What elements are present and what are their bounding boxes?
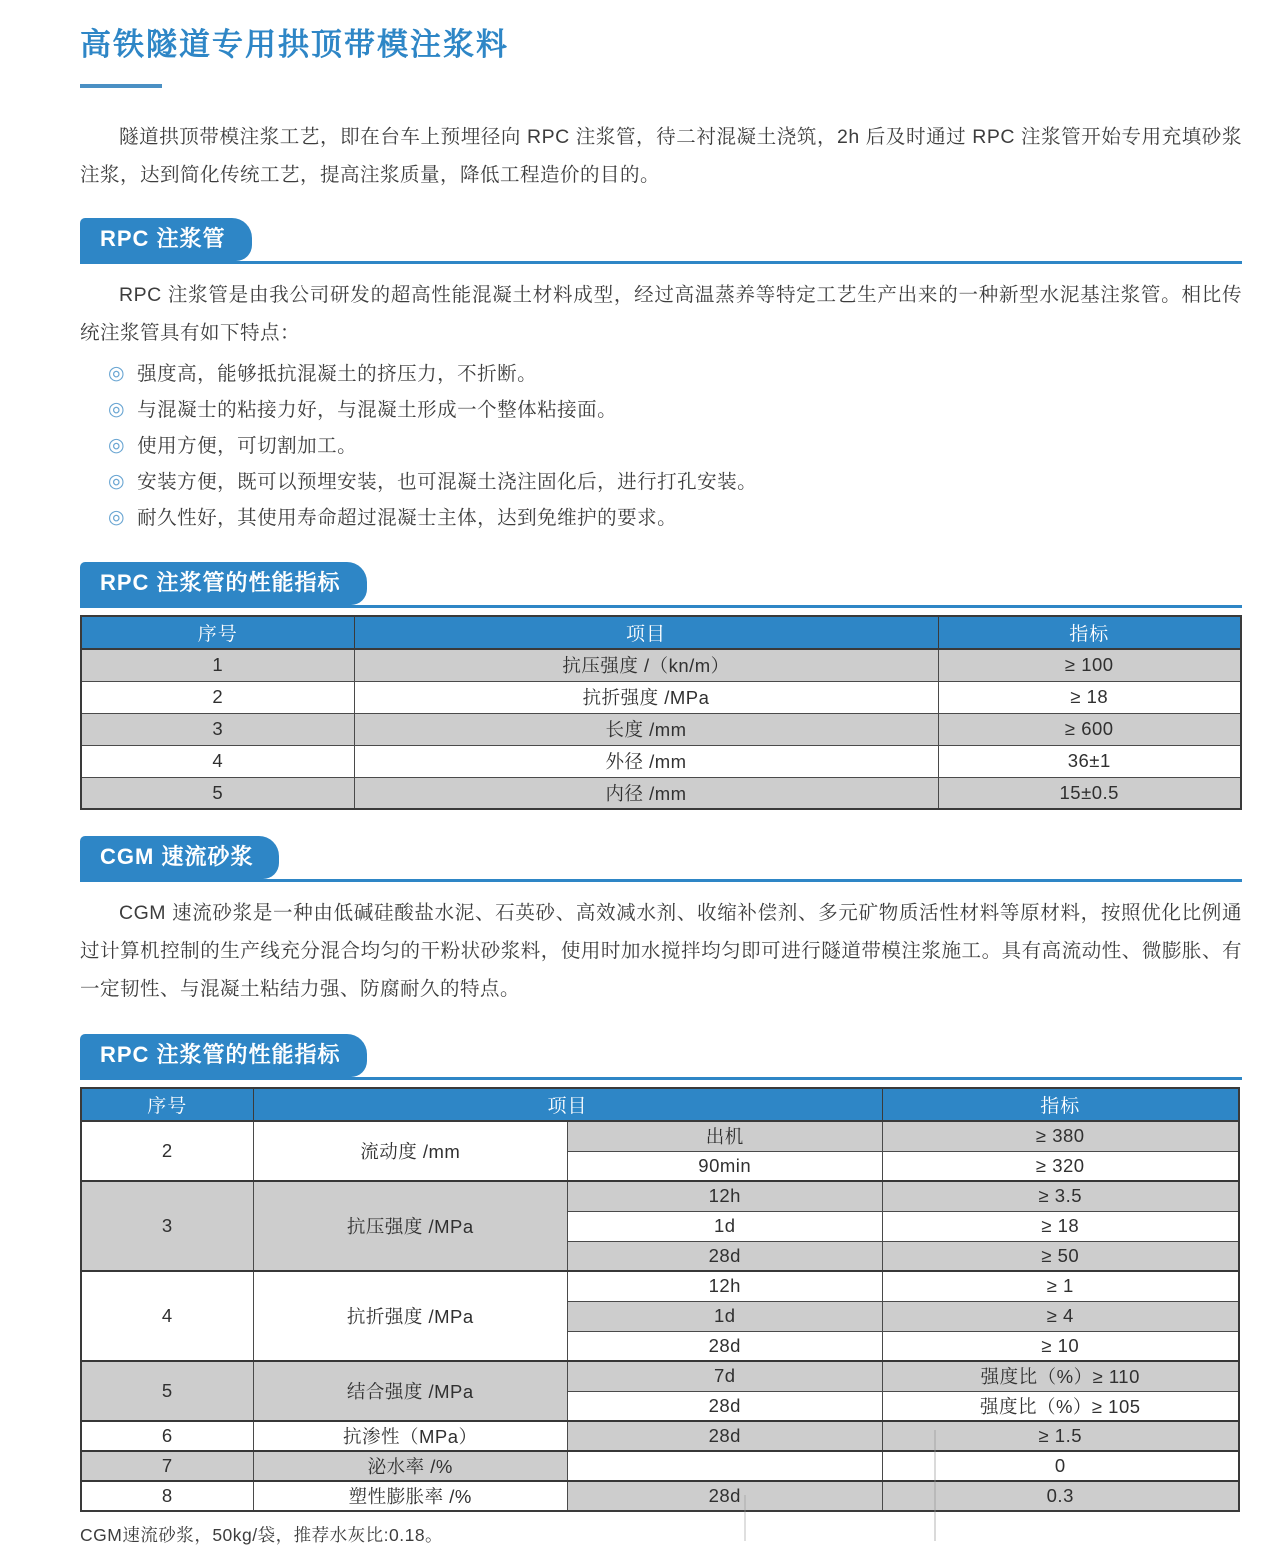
table-row	[81, 745, 1241, 777]
cell-condition	[568, 1451, 883, 1481]
cell-no: 5	[81, 1361, 253, 1421]
cell-value: ≥ 18	[882, 1211, 1239, 1241]
cell-condition: 7d	[568, 1361, 883, 1391]
cell-no: 2	[81, 1121, 253, 1181]
section-tab-cgm-performance: RPC 注浆管的性能指标	[80, 1034, 367, 1077]
double-circle-bullet-icon: ◎	[108, 363, 126, 384]
cell-condition: 12h	[568, 1181, 883, 1211]
scan-artifact-line	[934, 1430, 936, 1541]
table-row	[81, 713, 1241, 745]
list-item-text: 使用方便，可切割加工。	[137, 435, 358, 457]
column-header-no: 序号	[81, 616, 354, 649]
list-item	[80, 500, 1242, 536]
cell-value: ≥ 18	[938, 681, 1241, 713]
table-row	[81, 1481, 1239, 1511]
column-header-index: 指标	[882, 1088, 1239, 1121]
section-header-rpc-performance	[80, 562, 1242, 608]
cell-value: 0	[882, 1451, 1239, 1481]
cell-item: 抗压强度 /MPa	[253, 1181, 568, 1271]
cell-no: 4	[81, 1271, 253, 1361]
title-underline	[80, 84, 162, 88]
cell-value: ≥ 50	[882, 1241, 1239, 1271]
page-title: 高铁隧道专用拱顶带模注浆料	[80, 27, 509, 62]
intro-paragraph: 隧道拱顶带模注浆工艺，即在台车上预埋径向 RPC 注浆管，待二衬混凝土浇筑，2h 后及时通过 RPC 注浆管开始专用充填砂浆注浆，达到简化传统工艺，提高注浆质量，降低工程造价的目的。	[80, 126, 1242, 186]
section-tab-cgm: CGM 速流砂浆	[80, 836, 279, 879]
table-row	[81, 1451, 1239, 1481]
cell-condition: 28d	[568, 1421, 883, 1451]
column-header-item: 项目	[253, 1088, 882, 1121]
table-row	[81, 649, 1241, 681]
cell-value: ≥ 1	[882, 1271, 1239, 1301]
cell-no: 2	[81, 681, 354, 713]
cell-item: 抗折强度 /MPa	[354, 681, 938, 713]
table-row	[81, 1361, 1239, 1391]
cell-condition: 28d	[568, 1481, 883, 1511]
cell-value: ≥ 3.5	[882, 1181, 1239, 1211]
rpc-pipe-paragraph: RPC 注浆管是由我公司研发的超高性能混凝土材料成型，经过高温蒸养等特定工艺生产出来的一种新型水泥基注浆管。相比传统注浆管具有如下特点：	[80, 284, 1242, 344]
cell-condition: 28d	[568, 1331, 883, 1361]
cell-item: 抗压强度 /（kn/m）	[354, 649, 938, 681]
cell-item: 泌水率 /%	[253, 1451, 568, 1481]
rpc-performance-table	[80, 615, 1242, 810]
cell-no: 1	[81, 649, 354, 681]
cell-condition: 90min	[568, 1151, 883, 1181]
list-item-text: 与混凝士的粘接力好，与混凝土形成一个整体粘接面。	[137, 399, 618, 421]
cell-value: 强度比（%）≥ 105	[882, 1391, 1239, 1421]
cell-item: 结合强度 /MPa	[253, 1361, 568, 1421]
list-item-text: 耐久性好，其使用寿命超过混凝士主体，达到免维护的要求。	[137, 507, 678, 529]
list-item-text: 强度高，能够抵抗混凝土的挤压力，不折断。	[137, 363, 538, 385]
cell-value: ≥ 100	[938, 649, 1241, 681]
cell-value: ≥ 380	[882, 1121, 1239, 1151]
cgm-performance-table	[80, 1087, 1240, 1512]
cell-item: 流动度 /mm	[253, 1121, 568, 1181]
cell-value: ≥ 10	[882, 1331, 1239, 1361]
section-tab-rpc-pipe: RPC 注浆管	[80, 218, 252, 261]
cell-condition: 28d	[568, 1241, 883, 1271]
table-row	[81, 1181, 1239, 1211]
cell-item: 外径 /mm	[354, 745, 938, 777]
column-header-index: 指标	[938, 616, 1241, 649]
cell-value: 15±0.5	[938, 777, 1241, 809]
cell-item: 塑性膨胀率 /%	[253, 1481, 568, 1511]
table-row	[81, 681, 1241, 713]
list-item	[80, 392, 1242, 428]
section-tab-rpc-performance: RPC 注浆管的性能指标	[80, 562, 367, 605]
column-header-no: 序号	[81, 1088, 253, 1121]
table-row	[81, 1271, 1239, 1301]
cell-value: ≥ 320	[882, 1151, 1239, 1181]
cell-no: 3	[81, 713, 354, 745]
list-item	[80, 356, 1242, 392]
rpc-feature-list	[80, 356, 1242, 536]
double-circle-bullet-icon: ◎	[108, 399, 126, 420]
column-header-item: 项目	[354, 616, 938, 649]
cell-value: 36±1	[938, 745, 1241, 777]
cell-no: 8	[81, 1481, 253, 1511]
list-item-text: 安装方便，既可以预埋安装，也可混凝土浇注固化后，进行打孔安装。	[137, 471, 758, 493]
table-row	[81, 1421, 1239, 1451]
table-row	[81, 777, 1241, 809]
double-circle-bullet-icon: ◎	[108, 507, 126, 528]
cell-item: 抗渗性（MPa）	[253, 1421, 568, 1451]
cell-condition: 1d	[568, 1211, 883, 1241]
scan-artifact-line	[744, 1495, 746, 1541]
list-item	[80, 464, 1242, 500]
cell-no: 3	[81, 1181, 253, 1271]
table-row	[81, 1121, 1239, 1151]
section-header-rpc-pipe	[80, 218, 1242, 264]
cell-value: 强度比（%）≥ 110	[882, 1361, 1239, 1391]
cgm-paragraph: CGM 速流砂浆是一种由低碱硅酸盐水泥、石英砂、高效减水剂、收缩补偿剂、多元矿物质活性材料等原材料，按照优化比例通过计算机控制的生产线充分混合均匀的干粉状砂浆料，使用时加水搅拌均匀即可进行隧道带模注浆施工。具有高流动性、微膨胀、有一定韧性、与混凝土粘结力强、防腐耐久的特点。	[80, 902, 1242, 1000]
cell-value: ≥ 1.5	[882, 1421, 1239, 1451]
cell-value: 0.3	[882, 1481, 1239, 1511]
double-circle-bullet-icon: ◎	[108, 435, 126, 456]
cell-item: 内径 /mm	[354, 777, 938, 809]
table-header-row	[81, 616, 1241, 649]
list-item	[80, 428, 1242, 464]
cell-no: 5	[81, 777, 354, 809]
cell-condition: 28d	[568, 1391, 883, 1421]
cell-item: 长度 /mm	[354, 713, 938, 745]
cell-no: 6	[81, 1421, 253, 1451]
cell-item: 抗折强度 /MPa	[253, 1271, 568, 1361]
cell-value: ≥ 600	[938, 713, 1241, 745]
cell-no: 7	[81, 1451, 253, 1481]
table-header-row	[81, 1088, 1239, 1121]
cell-condition: 12h	[568, 1271, 883, 1301]
section-header-cgm	[80, 836, 1242, 882]
cell-condition: 出机	[568, 1121, 883, 1151]
double-circle-bullet-icon: ◎	[108, 471, 126, 492]
cell-no: 4	[81, 745, 354, 777]
section-header-cgm-performance	[80, 1034, 1242, 1080]
table-footnote: CGM速流砂浆，50kg/袋，推荐水灰比:0.18。	[80, 1525, 444, 1545]
cell-value: ≥ 4	[882, 1301, 1239, 1331]
cell-condition: 1d	[568, 1301, 883, 1331]
